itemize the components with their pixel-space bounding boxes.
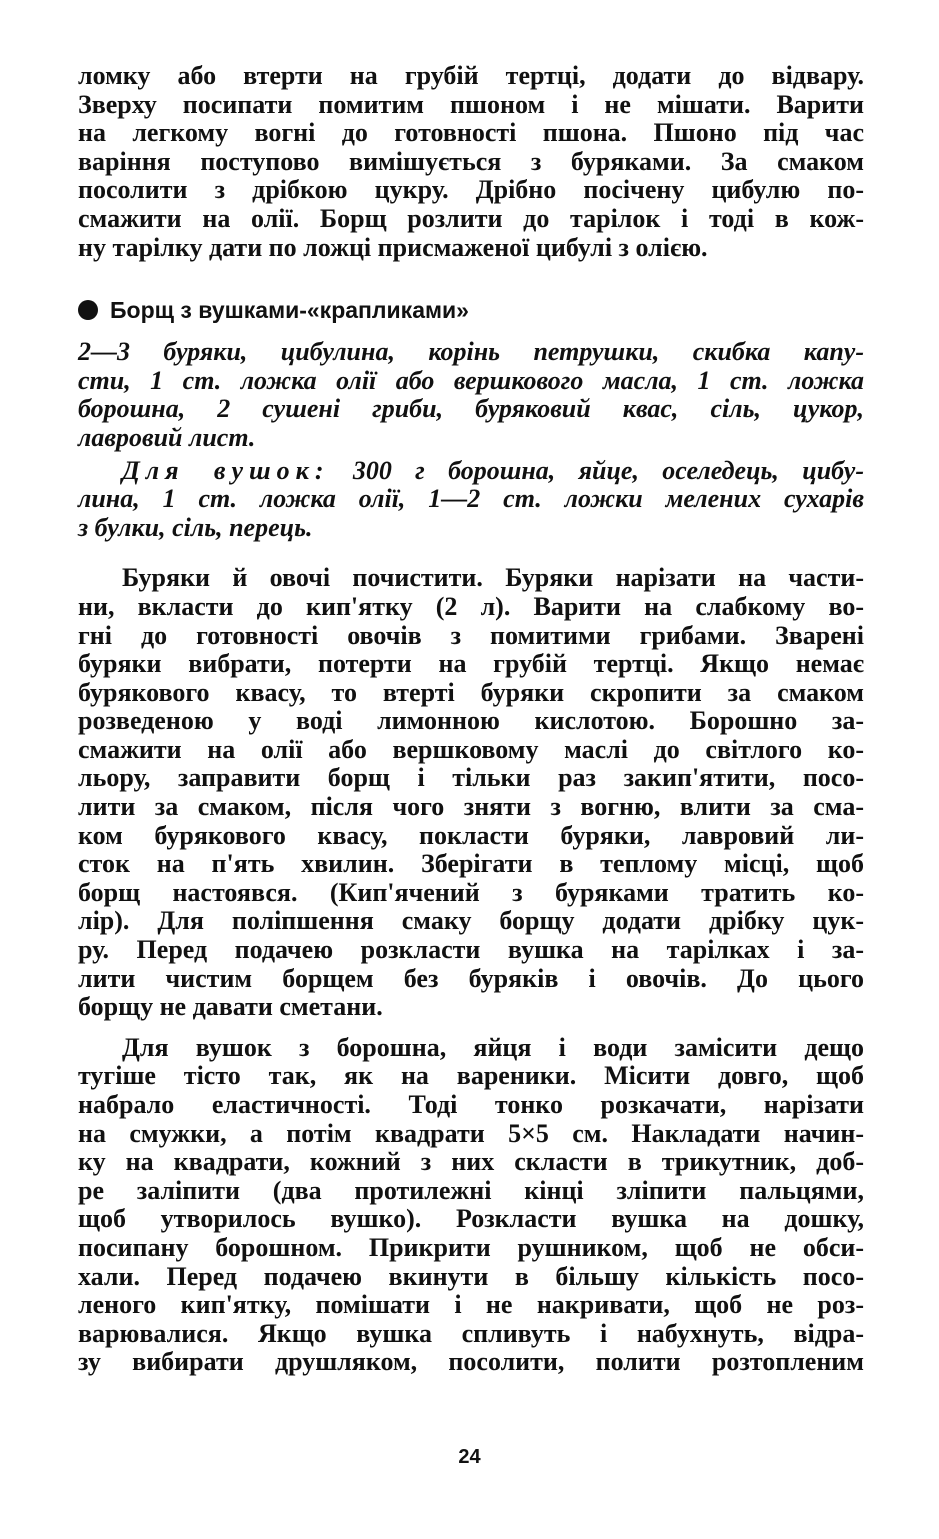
text-line xyxy=(78,457,864,486)
text-line: смажити на олії. Борщ розлити до тарілок і тоді в кож- xyxy=(78,203,864,233)
text-line: варювалися. Якщо вушка спливуть і набухнуть, відра- xyxy=(78,1318,864,1348)
text-line: льору, заправити борщ і тільки раз закип'ятити, посо- xyxy=(78,763,864,793)
text-line: посипану борошном. Прикрити рушником, щоб не обси- xyxy=(78,1232,864,1262)
text-line: Для вушок з борошна, яйця і води замісити дещо xyxy=(122,1032,864,1062)
ears-ingredients-paragraph xyxy=(78,457,864,543)
text-line: набрало еластичності. Тоді тонко розкачати, нарізати xyxy=(78,1090,864,1119)
text-line: борщ настоявся. (Кип'ячений з буряками тратить ко- xyxy=(78,877,864,907)
text-line: лавровий лист. xyxy=(78,422,256,452)
ears-line-text: 300 г борошна, яйце, оселедець, цибу- xyxy=(352,455,864,485)
text-line: на смужки, а потім квадрати 5×5 см. Накладати начин- xyxy=(78,1118,864,1148)
text-line: варіння поступово вимішується з буряками. За смаком xyxy=(78,146,864,176)
text-line: Буряки й овочі почистити. Буряки нарізати на части- xyxy=(122,563,864,593)
text-line: ни, вкласти до кип'ятку (2 л). Варити на слабкому во- xyxy=(78,591,864,621)
page-number: 24 xyxy=(458,1446,481,1468)
text-line: бурякового квасу, то втерті буряки скропити за смаком xyxy=(78,677,864,707)
text-line: борошна, 2 сушені гриби, буряковий квас, сіль, цукор, xyxy=(78,394,864,424)
bullet-icon xyxy=(78,300,98,320)
text-line: леного кип'ятку, помішати і не накривати, щоб не роз- xyxy=(78,1290,864,1320)
text-line: ком бурякового квасу, покласти буряки, лавровий ли- xyxy=(78,820,864,850)
text-line: ку на квадрати, кожний з них скласти в трикутник, доб- xyxy=(78,1147,864,1177)
text-line: Зверху посипати помитим пшоном і не мішати. Варити xyxy=(78,89,864,119)
text-line: борщу не давати сметани. xyxy=(78,992,383,1022)
text-line: посолити з дрібкою цукру. Дрібно посічену цибулю по- xyxy=(78,175,864,205)
intro-paragraph xyxy=(78,62,864,262)
text-line: з булки, сіль, перець. xyxy=(78,512,313,542)
text-line: смажити на олії або вершковому маслі до світлого ко- xyxy=(78,734,864,764)
text-line: лір). Для поліпшення смаку борщу додати дрібку цук- xyxy=(78,906,864,936)
text-line: буряки вибрати, потерти на грубій тертці. Якщо немає xyxy=(78,649,864,679)
text-line: сток на п'ять хвилин. Зберігати в теплому місці, щоб xyxy=(78,849,864,879)
text-line: хали. Перед подачею вкинути в більшу кількість посо- xyxy=(78,1261,864,1291)
text-line: розведеною у воді лимонною кислотою. Борошно за- xyxy=(78,706,864,736)
text-line: тугіше тісто так, як на вареники. Місити довго, щоб xyxy=(78,1061,864,1091)
text-line: зу вибирати друшляком, посолити, полити розтопленим xyxy=(78,1347,864,1377)
text-line: ре заліпити (два протилежні кінці зліпити пальцями, xyxy=(78,1175,864,1205)
text-line: на легкому вогні до готовності пшона. Пшоно під час xyxy=(78,118,864,148)
text-line: ломку або втерти на грубій тертці, додати до відвару. xyxy=(78,61,864,90)
page-content xyxy=(78,62,864,1377)
text-line: лити чистим борщем без буряків і овочів. До цього xyxy=(78,963,864,993)
ears-label: Для вушок: xyxy=(122,455,330,485)
text-line: лити за смаком, після чого зняти з вогню, влити за сма- xyxy=(78,792,864,822)
text-line: щоб утворилось вушко). Розкласти вушка на дошку, xyxy=(78,1204,864,1234)
ingredients-paragraph xyxy=(78,338,864,452)
recipe-heading xyxy=(78,296,864,324)
text-line: ну тарілку дати по ложці присмаженої цибулі з олією. xyxy=(78,232,708,262)
recipe-title: Борщ з вушками-«крапликами» xyxy=(110,297,469,324)
method-paragraph-1 xyxy=(78,564,864,1022)
text-line: 2—3 буряки, цибулина, корінь петрушки, скибка капу- xyxy=(78,337,864,367)
text-line: ру. Перед подачею розкласти вушка на тарілках і за- xyxy=(78,935,864,965)
text-line: лина, 1 ст. ложка олії, 1—2 ст. ложки мелених сухарів xyxy=(78,484,864,514)
method-paragraph-2 xyxy=(78,1034,864,1377)
text-line: сти, 1 ст. ложка олії або вершкового масла, 1 ст. ложка xyxy=(78,365,864,395)
text-line: гні до готовності овочів з помитими грибами. Зварені xyxy=(78,620,864,650)
